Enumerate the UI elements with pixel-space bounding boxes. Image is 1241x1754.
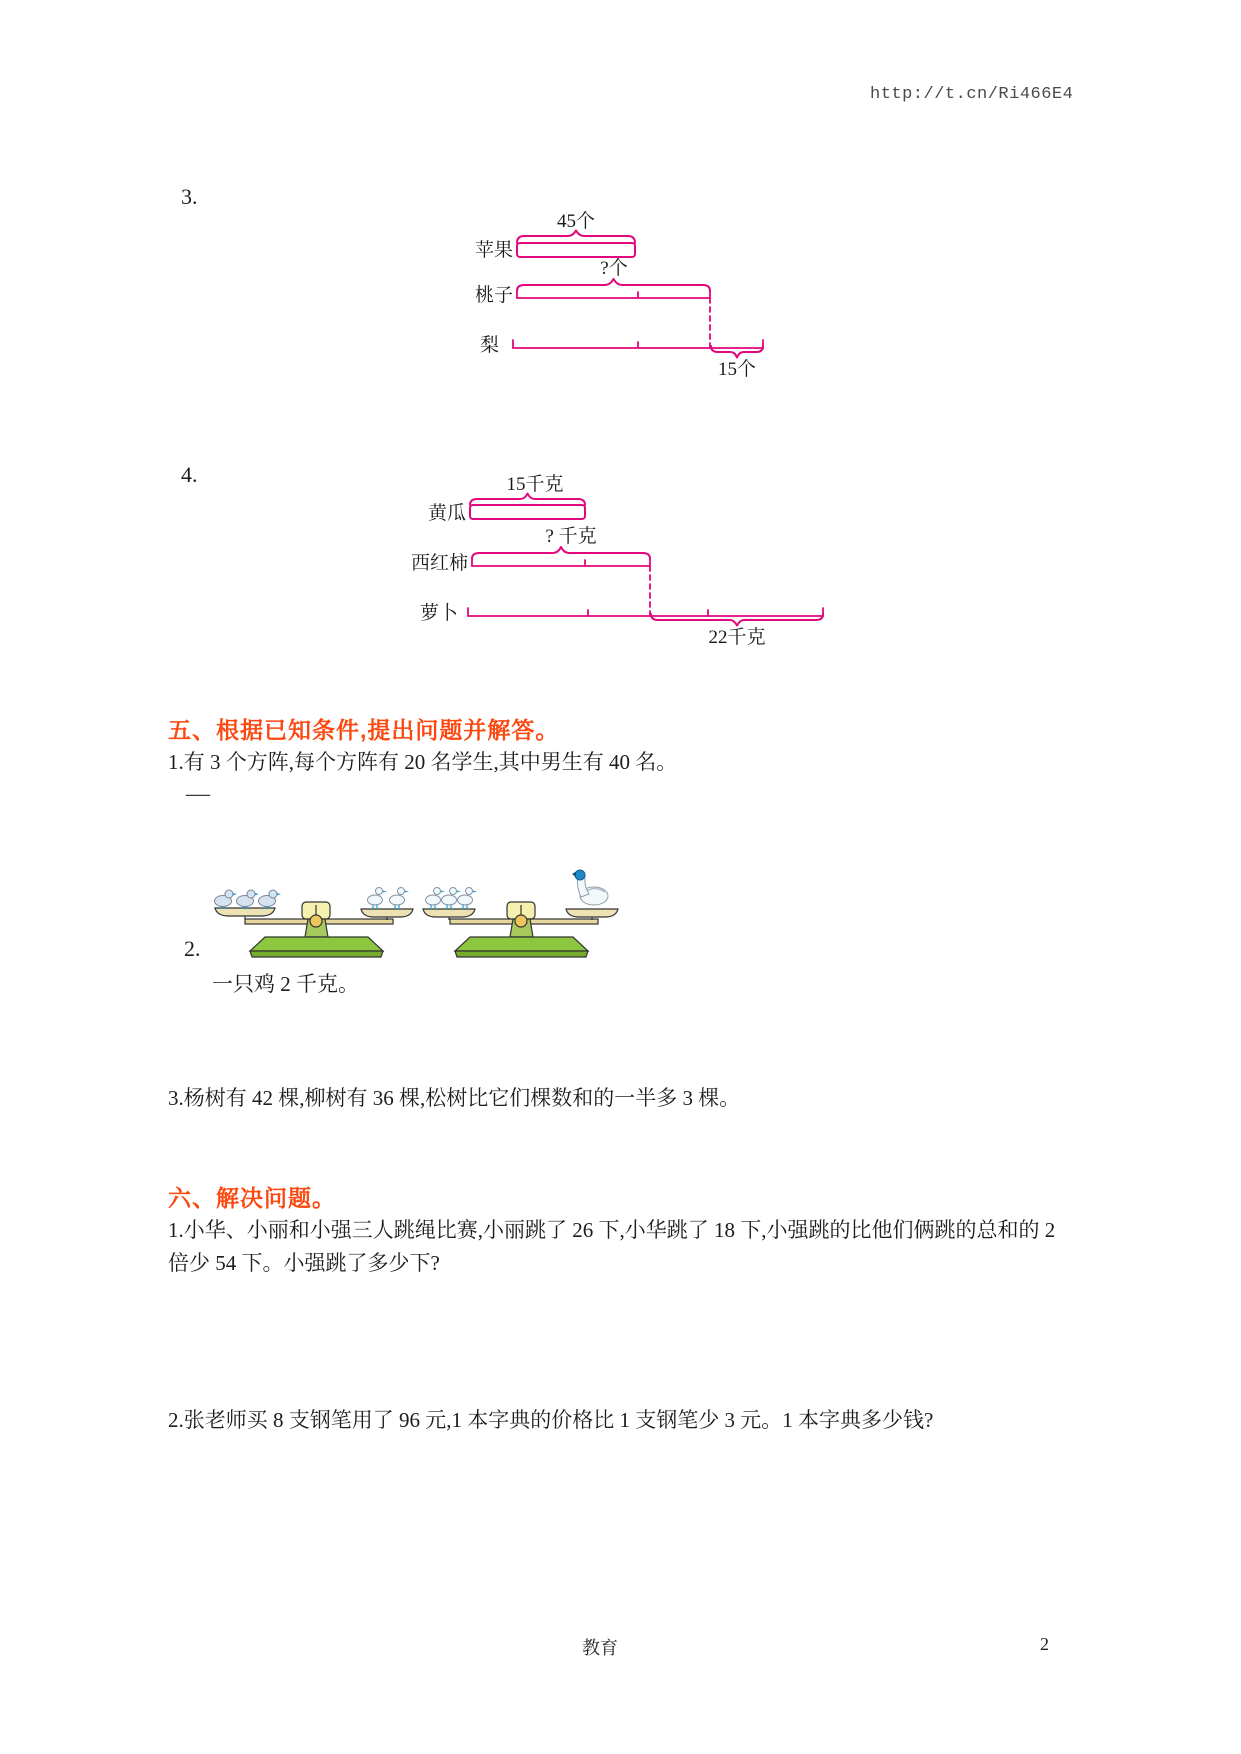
- scale-pan: [215, 908, 275, 916]
- section-5-heading: 五、根据已知条件,提出问题并解答。: [168, 717, 560, 743]
- problem-4-number: 4.: [181, 462, 198, 487]
- tomato-bar: [472, 559, 650, 566]
- left-balance-scale: [215, 888, 414, 958]
- brace-up-icon: [517, 279, 710, 291]
- tomato-row: [411, 525, 650, 574]
- chick-icon: [259, 890, 282, 909]
- radish-label: 萝卜: [419, 603, 458, 624]
- chick-icon: [215, 890, 238, 909]
- cucumber-label: 黄瓜: [427, 503, 466, 524]
- apple-row: [475, 210, 635, 261]
- peach-row: [475, 257, 710, 306]
- radish-row: [420, 602, 823, 648]
- apple-count-label: 45个: [556, 211, 596, 232]
- right-balance-scale: [423, 870, 618, 957]
- page-number: 2: [1040, 1634, 1049, 1654]
- problem-4-bar-diagram: [400, 468, 840, 663]
- section-6-item-2: 2.张老师买 8 支钢笔用了 96 元,1 本字典的价格比 1 支钢笔少 3 元。1 本字典多少钱?: [168, 1408, 934, 1432]
- problem-3-number: 3.: [181, 184, 198, 209]
- pear-label: 梨: [479, 335, 499, 356]
- peach-bar: [517, 291, 710, 298]
- brace-up-icon: [517, 231, 635, 244]
- tomato-weight-label: ? 千克: [545, 526, 597, 547]
- goose-icon: [572, 870, 608, 905]
- duck-icon: [458, 888, 478, 910]
- scale-base-edge: [250, 951, 383, 957]
- brace-up-icon: [472, 547, 650, 559]
- section-5-item-3: 3.杨树有 42 棵,柳树有 36 棵,松树比它们棵数和的一半多 3 棵。: [168, 1086, 741, 1110]
- scale-base-edge: [455, 951, 588, 957]
- pear-row: [480, 334, 763, 380]
- radish-bar: [468, 608, 823, 616]
- section-6-item-1: 1.小华、小丽和小强三人跳绳比赛,小丽跳了 26 下,小华跳了 18 下,小强跳的比他们俩跳的总和的 2 倍少 54 下。小强跳了多少下?: [168, 1218, 1056, 1275]
- scale-base: [455, 937, 588, 951]
- scale-pan: [566, 909, 618, 917]
- chick-icon: [237, 890, 260, 909]
- peach-label: 桃子: [474, 285, 513, 306]
- peach-count-label: ?个: [600, 258, 628, 279]
- cucumber-row: [428, 473, 585, 524]
- apple-bar: [517, 243, 635, 257]
- duck-icon: [368, 888, 388, 910]
- cucumber-weight-label: 15千克: [506, 474, 564, 495]
- scale-pan: [361, 909, 413, 917]
- header-url: http://t.cn/Ri466E4: [870, 85, 1074, 104]
- beam-pivot: [515, 915, 527, 927]
- tomato-label: 西红柿: [410, 553, 468, 574]
- cucumber-bar: [470, 505, 585, 519]
- problem-3-bar-diagram: [435, 197, 785, 392]
- scale-base: [250, 937, 383, 951]
- duck-icon: [390, 888, 410, 910]
- section-5-item-2-number: 2.: [184, 936, 201, 961]
- balance-scales-figure: [183, 864, 628, 964]
- section-5-item-1: 1.有 3 个方阵,每个方阵有 20 名学生,其中男生有 40 名。: [168, 750, 678, 774]
- beam-pivot: [310, 915, 322, 927]
- brace-up-icon: [470, 494, 585, 506]
- section-6-heading: 六、解决问题。: [168, 1185, 336, 1211]
- answer-line: —: [186, 781, 210, 807]
- radish-extension-label: 22千克: [708, 627, 766, 648]
- scale-pan: [423, 909, 475, 917]
- apple-label: 苹果: [474, 240, 513, 261]
- section-5-item-2-caption: 一只鸡 2 千克。: [212, 972, 359, 996]
- pear-extension-label: 15个: [717, 359, 757, 380]
- footer-brand: 教育: [582, 1638, 618, 1658]
